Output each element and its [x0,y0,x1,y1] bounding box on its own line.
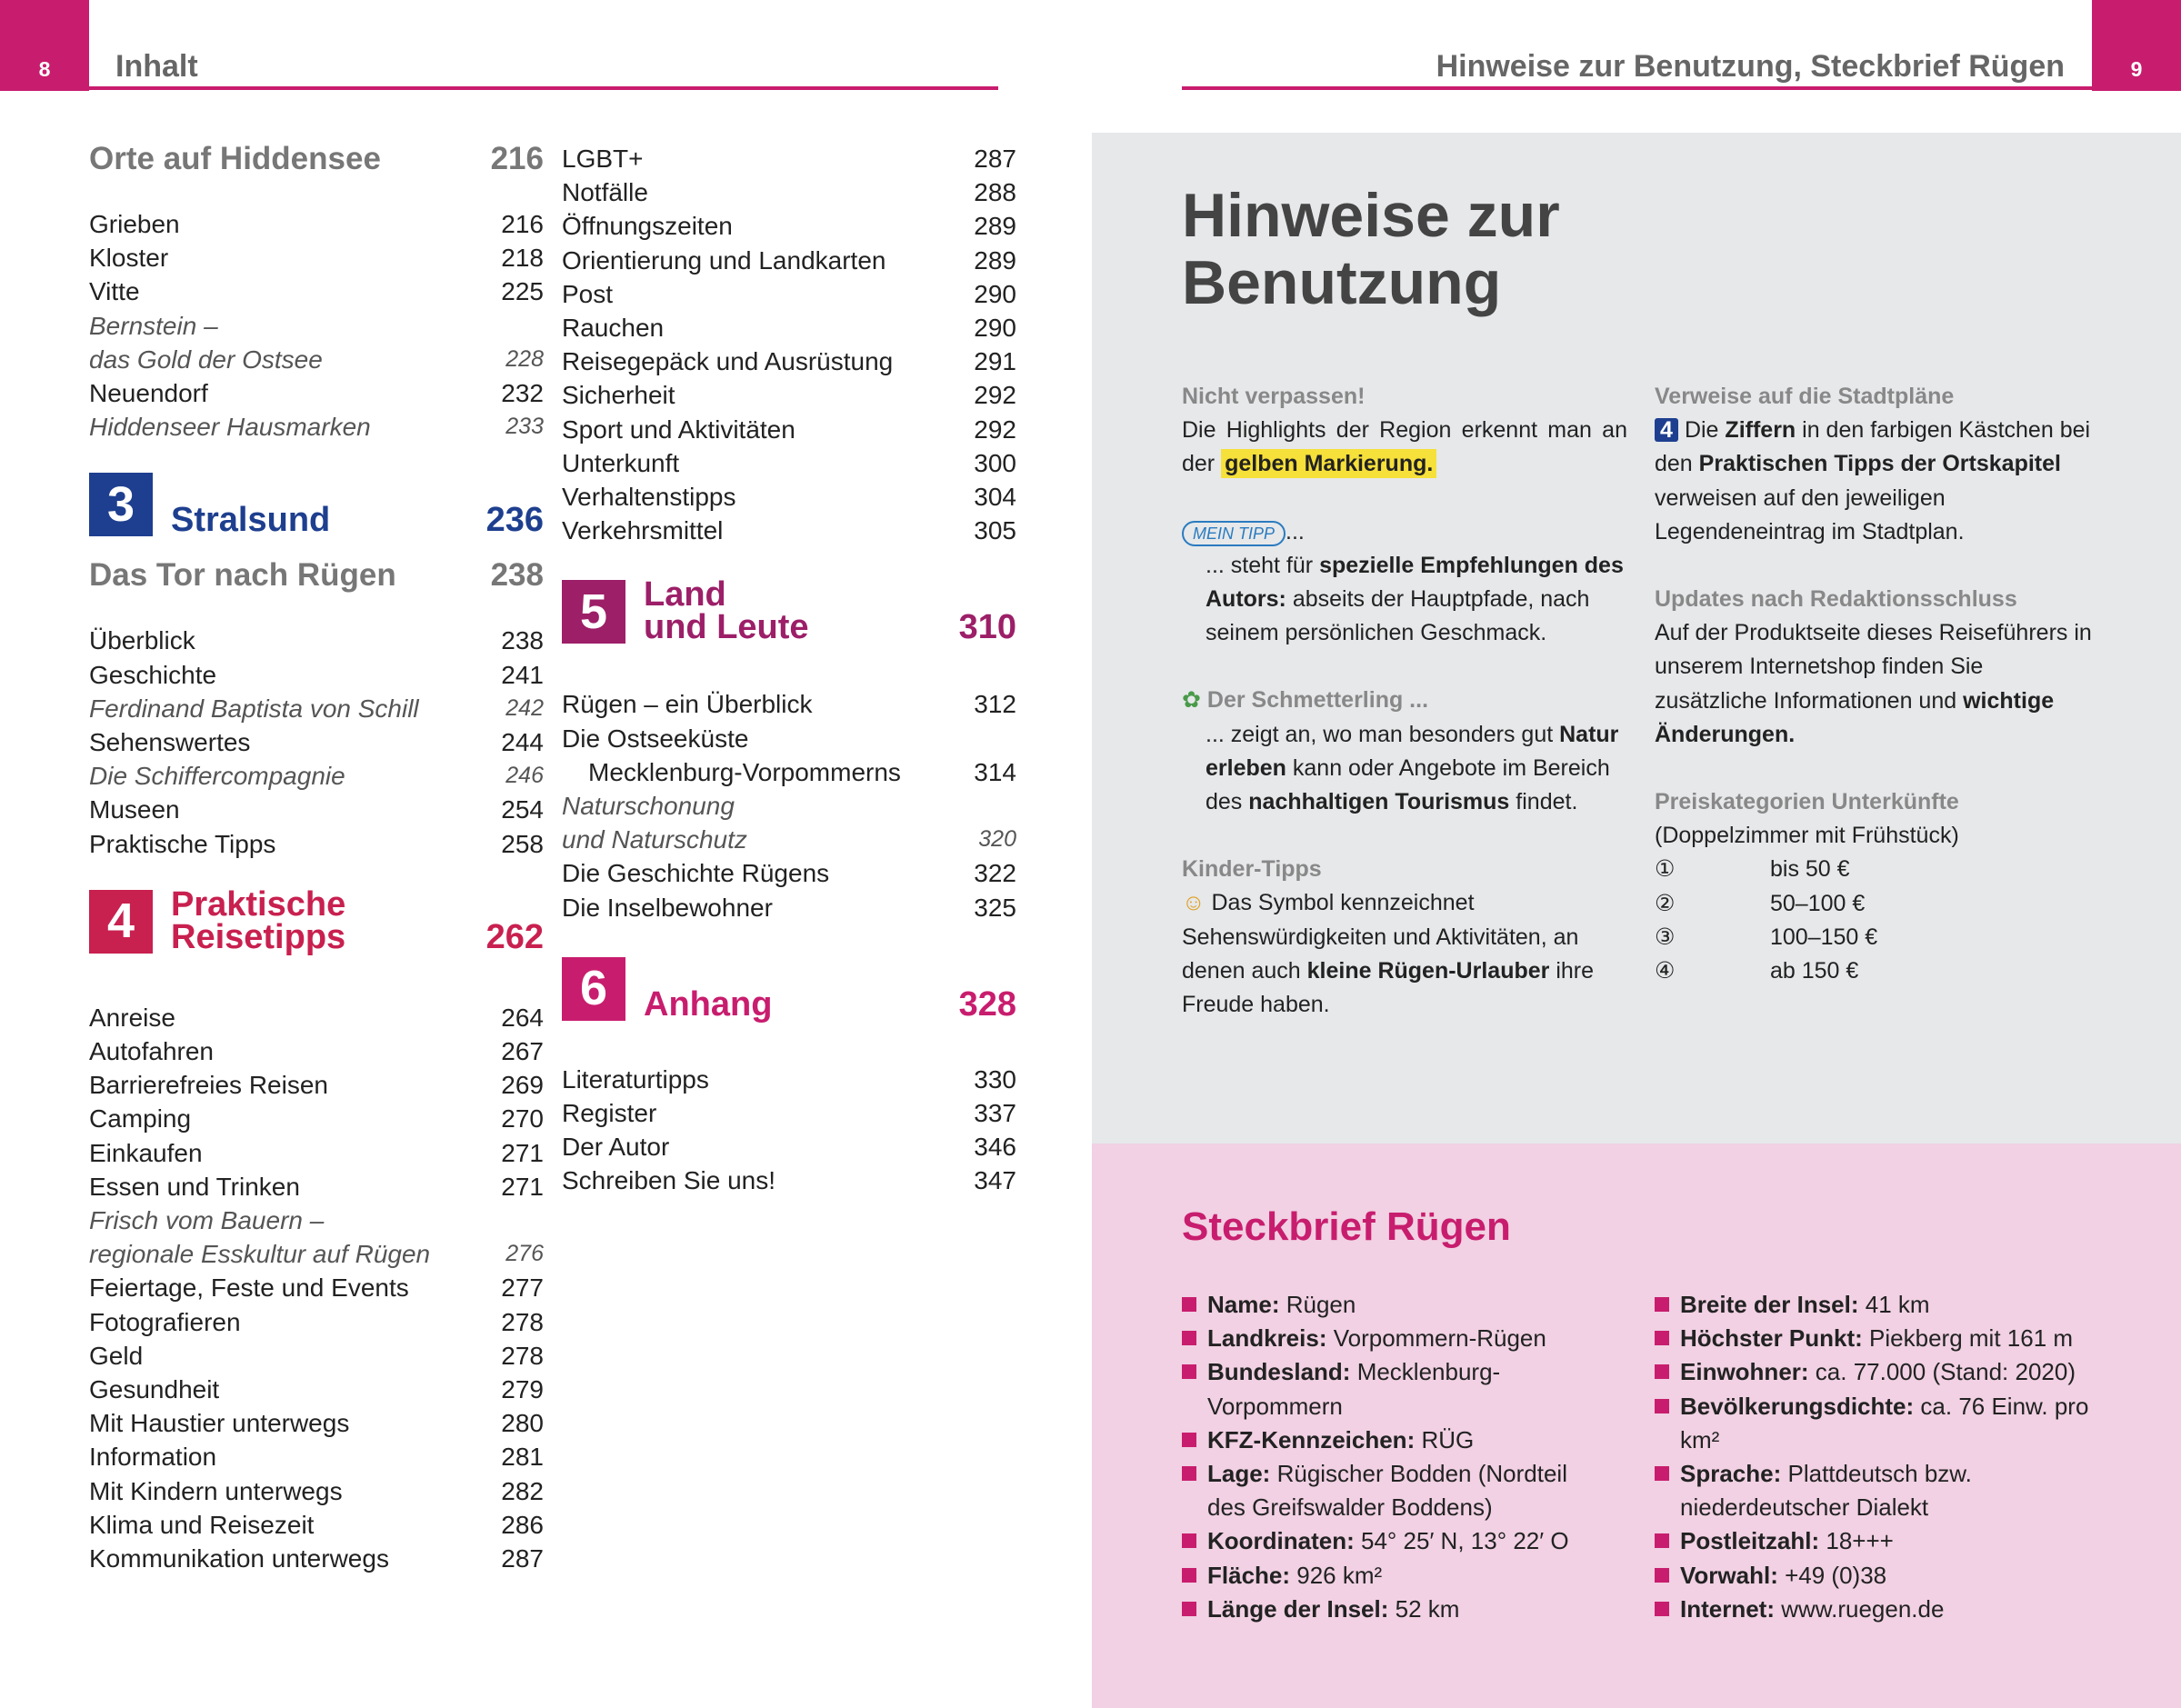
toc-entry[interactable] [89,759,544,793]
toc-entry[interactable] [89,1271,544,1304]
price-range: bis 50 € [1770,856,1850,883]
toc-entry-page: 278 [501,1307,544,1336]
toc-entry[interactable] [562,277,1016,311]
fact-list-right [1655,1288,2091,1626]
toc-entry[interactable] [89,241,544,275]
chapter-number-badge: 5 [562,580,625,644]
fact-key: Postleitzahl: [1680,1527,1820,1555]
toc-entry-page: 218 [501,244,544,273]
toc-entry-page: 322 [974,859,1016,888]
toc-entry[interactable] [89,1237,544,1271]
toc-entry-title: Unterkunft [562,448,680,477]
price-symbol: ④ [1655,958,1676,984]
fact-value: Mecklenburg-Vorpommern [1207,1358,1501,1420]
toc-entry-title: Notfälle [562,178,648,207]
fact-value: Piekberg mit 161 m [1869,1324,2074,1353]
price-symbol: ② [1655,890,1676,916]
fact-value: 41 km [1865,1291,1930,1318]
fact-value: www.ruegen.de [1781,1594,1945,1623]
page-header-left: Inhalt [115,49,198,84]
toc-column-2 [562,142,1016,1198]
toc-entry-page: 233 [505,414,544,440]
chapter-number-badge: 3 [89,473,153,536]
toc-entry-title: Sport und Aktivitäten [562,415,795,444]
toc-entry-title: Gesundheit [89,1375,220,1404]
toc-entry-title: Mit Kindern unterwegs [89,1476,343,1505]
toc-entry-title: und Naturschutz [562,825,747,854]
bullet-icon [1182,1533,1196,1548]
toc-entry[interactable] [89,624,544,657]
price-row [1655,887,2100,921]
toc-entry-page: 346 [974,1133,1016,1162]
fact-value: ca. 76 Einw. pro km² [1680,1392,2089,1453]
fact-key: Internet: [1680,1594,1775,1623]
toc-entry-page: 292 [974,415,1016,444]
toc-entry[interactable] [89,207,544,241]
toc-entry[interactable] [562,345,1016,378]
toc-entry[interactable] [562,209,1016,243]
fact-key: Höchster Punkt: [1680,1324,1863,1353]
toc-entry-page: 238 [501,626,544,655]
chapter-6-heading[interactable] [562,955,1016,1024]
toc-entry-title: Fotografieren [89,1307,241,1336]
toc-entry-page: 264 [501,1003,544,1032]
fact-value: Rügen [1286,1291,1356,1318]
chapter-title: Land und Leute [644,575,809,647]
toc-entry-title: Essen und Trinken [89,1172,300,1201]
fact-key: Landkreis: [1207,1324,1327,1353]
bullet-icon [1655,1331,1669,1345]
toc-entry-title: Die Inselbewohner [562,893,773,922]
toc-entry-title: Rauchen [562,314,665,343]
toc-section-heading: Das Tor nach Rügen 238 [89,557,544,594]
fact-key: Einwohner: [1680,1358,1809,1386]
toc-entry[interactable] [89,410,544,444]
toc-entry-page: 242 [505,694,544,721]
toc-entry[interactable] [89,1542,544,1575]
toc-entry-title: Orientierung und Landkarten [562,245,886,275]
bullet-icon [1182,1297,1196,1312]
chapter-number-badge: 6 [562,957,625,1021]
toc-entry-page: 269 [501,1071,544,1100]
toc-entry-page: 325 [974,893,1016,922]
toc-entry[interactable] [562,823,1016,856]
price-symbol: ③ [1655,924,1676,950]
fact-item [1182,1593,1609,1626]
toc-entry-title: Literaturtipps [562,1064,709,1094]
fact-list-left [1182,1288,1609,1626]
fact-value: 18+++ [1826,1527,1894,1555]
preis-title: Preiskategorien Unterkünfte [1655,789,1959,815]
price-row [1655,921,2100,954]
toc-entry[interactable] [562,311,1016,345]
toc-entry-title: Der Autor [562,1133,670,1162]
toc-entry-title: Verhaltenstipps [562,483,736,512]
fact-item [1182,1288,1609,1322]
toc-entry[interactable] [89,1136,544,1170]
toc-entry[interactable] [562,1096,1016,1130]
fact-item [1182,1524,1609,1558]
toc-entry-title: Rügen – ein Überblick [562,690,813,719]
toc-entry-page: 289 [974,245,1016,275]
toc-entry-page: 270 [501,1104,544,1134]
chapter-title: Stralsund [171,501,331,540]
toc-entry[interactable] [562,755,1016,789]
updates-title: Updates nach Redaktionsschluss [1655,586,2017,613]
fact-value: Rügischer Bodden (Nordteil des Greifswalder Boddens) [1207,1460,1567,1522]
fact-value: 926 km² [1296,1561,1383,1589]
toc-column-1 [89,138,544,1575]
price-symbol: ① [1655,856,1676,883]
chapter-4-heading[interactable] [89,884,544,956]
toc-entry-page: 276 [505,1241,544,1267]
price-list [1655,853,2100,988]
toc-entry-title: Kommunikation unterwegs [89,1544,389,1573]
chapter-number-badge: 4 [89,890,153,954]
toc-entry-page: 292 [974,381,1016,410]
mein-tipp-row: MEIN TIPP ... [1182,515,1627,549]
toc-entry-title: Information [89,1443,217,1472]
toc-entry[interactable] [89,343,544,376]
bullet-icon [1655,1364,1669,1379]
fact-value: ca. 77.000 (Stand: 2020) [1815,1358,2076,1386]
toc-entry[interactable] [562,722,1016,755]
toc-entry-title: Hiddenseer Hausmarken [89,413,371,442]
toc-entry[interactable] [89,1305,544,1339]
toc-entry-title: LGBT+ [562,145,644,173]
fact-item [1655,1593,2091,1626]
notes-column-right [1655,380,2100,988]
toc-entry-title: Vitte [89,277,140,306]
toc-entry-title: Die Geschichte Rügens [562,859,830,888]
toc-entry-title: Frisch vom Bauern – [89,1206,325,1235]
toc-entry-page: 290 [974,314,1016,343]
toc-entry[interactable] [89,725,544,759]
toc-entry[interactable] [562,413,1016,446]
toc-entry-title: Die Schiffercompagnie [89,762,345,791]
fact-value: +49 (0)38 [1785,1561,1887,1589]
chapter-page: 328 [958,984,1016,1024]
toc-entry-page: 286 [501,1510,544,1539]
mein-tipp-icon: MEIN TIPP [1182,521,1286,546]
toc-entry[interactable] [89,1474,544,1508]
toc-entry-page: 254 [501,795,544,824]
fact-item [1655,1322,2091,1355]
toc-entry[interactable] [89,793,544,826]
toc-entry-page: 337 [974,1099,1016,1128]
bullet-icon [1182,1568,1196,1583]
toc-entry[interactable] [89,309,544,343]
toc-entry-page: 288 [974,178,1016,207]
toc-entry-title: Naturschonung [562,792,735,821]
price-range: 50–100 € [1770,890,1866,916]
toc-entry[interactable] [89,1068,544,1102]
toc-entry-title: regionale Esskultur auf Rügen [89,1240,431,1269]
nicht-verpassen-text: Die Highlights der Region erkennt man an der gelben Markierung. [1182,417,1627,477]
bullet-icon [1655,1297,1669,1312]
toc-entry[interactable] [89,1204,544,1237]
nicht-verpassen-title: Nicht verpassen! [1182,384,1366,409]
toc-entry-page: 314 [974,757,1016,786]
toc-entry-title: Klima und Reisezeit [89,1510,315,1539]
toc-list [562,687,1016,924]
toc-list [89,624,544,860]
chapter-title: Praktische Reisetipps [171,884,346,956]
header-rule-left [89,86,998,90]
fact-key: Koordinaten: [1207,1527,1355,1555]
toc-entry[interactable] [562,891,1016,924]
toc-entry-title: Register [562,1099,657,1128]
toc-list [562,1063,1016,1198]
toc-entry[interactable] [562,378,1016,412]
fact-key: Länge der Insel: [1207,1594,1389,1623]
toc-entry-page: 312 [974,690,1016,719]
toc-entry[interactable] [89,1508,544,1542]
toc-entry-page: 258 [501,829,544,858]
fact-key: Bevölkerungsdichte: [1680,1392,1915,1420]
bullet-icon [1655,1533,1669,1548]
toc-entry-title: Bernstein – [89,311,218,340]
fact-item [1182,1423,1609,1457]
fact-item [1655,1524,2091,1558]
fact-item [1655,1559,2091,1593]
fact-key: Fläche: [1207,1561,1291,1589]
toc-entry-page: 232 [501,379,544,408]
fact-item [1655,1355,2091,1389]
toc-entry-page: 279 [501,1375,544,1404]
toc-entry[interactable] [562,446,1016,480]
toc-entry-title: Mecklenburg-Vorpommerns [588,757,901,786]
page-number-right: 9 [2092,0,2181,91]
toc-entry[interactable] [89,1001,544,1034]
header-rule-right [1182,86,2092,90]
toc-entry-title: Geschichte [89,660,217,689]
toc-entry-page: 271 [501,1138,544,1167]
price-range: ab 150 € [1770,958,1859,984]
toc-entry[interactable] [562,142,1016,175]
fact-value: 54° 25′ N, 13° 22′ O [1361,1527,1569,1555]
toc-entry-page: 290 [974,279,1016,308]
toc-entry-title: Sicherheit [562,381,675,410]
fact-value: RÜG [1421,1425,1475,1453]
toc-entry-title: Die Ostseeküste [562,724,749,753]
fact-item [1182,1559,1609,1593]
fact-key: Breite der Insel: [1680,1291,1859,1318]
page-header-right: Hinweise zur Benutzung, Steckbrief Rügen [1436,49,2065,84]
verweise-text: 4 Die Ziffern in den farbigen Kästchen bei den Praktischen Tipps der Ortskapitel verweisen auf den jeweiligen Legendeneintrag im Stadtplan. [1655,417,2091,544]
fact-item [1655,1288,2091,1322]
toc-entry-page: 246 [505,763,544,789]
toc-entry-page: 282 [501,1476,544,1505]
toc-entry[interactable] [89,275,544,308]
fact-key: Name: [1207,1291,1280,1318]
toc-entry-title: Post [562,279,614,308]
bullet-icon [1655,1602,1669,1616]
bullet-icon [1182,1433,1196,1447]
toc-entry[interactable] [562,687,1016,721]
updates-text: Auf der Produktseite dieses Reiseführers in unserem Internetshop finden Sie zusätzliche Informationen und wichtige Änderungen. [1655,620,2092,747]
bullet-icon [1182,1466,1196,1481]
fact-value: Vorpommern-Rügen [1333,1324,1546,1353]
toc-entry-title: Sehenswertes [89,728,251,757]
hinweise-title: Hinweise zur Benutzung [1182,181,1560,317]
chapter-title: Anhang [644,984,773,1024]
toc-entry[interactable] [562,175,1016,209]
toc-entry[interactable] [89,1034,544,1068]
toc-entry-title: Einkaufen [89,1138,203,1167]
toc-entry-page: 225 [501,277,544,306]
toc-entry-page: 271 [501,1172,544,1201]
toc-entry-title: Öffnungszeiten [562,212,733,241]
bullet-icon [1655,1399,1669,1413]
toc-entry[interactable] [89,1440,544,1473]
toc-entry-title: Geld [89,1341,144,1370]
toc-entry-title: Kloster [89,244,169,273]
fact-item [1182,1322,1609,1355]
toc-entry-page: 304 [974,483,1016,512]
chapter-5-heading[interactable] [562,575,1016,647]
toc-entry[interactable] [89,1339,544,1373]
toc-entry-title: Barrierefreies Reisen [89,1071,328,1100]
toc-entry-page: 330 [974,1064,1016,1094]
toc-entry-title: Ferdinand Baptista von Schill [89,694,419,723]
child-icon: ☺ [1182,890,1206,916]
bullet-icon [1655,1568,1669,1583]
toc-entry-title: Neuendorf [89,379,208,408]
price-range: 100–150 € [1770,924,1878,950]
kinder-tipps-title: Kinder-Tipps [1182,856,1322,883]
toc-entry[interactable] [89,827,544,861]
toc-entry[interactable] [89,1102,544,1135]
toc-list [89,1001,544,1575]
chapter-page: 236 [485,501,544,540]
schmetterling-text: ... zeigt an, wo man besonders gut Natur erleben kann oder Angebote im Bereich des nachhaltigen Tourismus findet. [1206,721,1619,815]
bullet-icon [1182,1602,1196,1616]
toc-entry-page: 287 [501,1544,544,1573]
fact-key: KFZ-Kennzeichen: [1207,1425,1416,1453]
page-number-left: 8 [0,0,89,91]
bullet-icon [1182,1331,1196,1345]
toc-entry-page: 216 [501,210,544,238]
butterfly-icon: ✿ [1182,687,1201,714]
schmetterling-title: ✿ Der Schmetterling ... [1182,687,1429,714]
toc-entry-page: 241 [501,660,544,689]
toc-entry[interactable] [562,1164,1016,1197]
toc-entry-page: 289 [974,212,1016,241]
toc-entry-title: Feiertage, Feste und Events [89,1274,409,1303]
toc-entry-title: Museen [89,795,180,824]
toc-entry-page: 228 [505,345,544,372]
verweise-title: Verweise auf die Stadtpläne [1655,384,1955,409]
toc-entry[interactable] [89,1406,544,1440]
toc-entry-title: Reisegepäck und Ausrüstung [562,347,894,376]
toc-entry-title: Verkehrsmittel [562,516,724,545]
map-number-badge: 4 [1655,418,1678,442]
fact-key: Sprache: [1680,1460,1782,1488]
toc-entry-page: 300 [974,448,1016,477]
fact-item [1655,1457,2091,1524]
toc-list [89,207,544,444]
toc-entry[interactable] [562,789,1016,823]
toc-entry[interactable] [562,480,1016,514]
toc-entry-page: 305 [974,516,1016,545]
toc-entry[interactable] [89,1170,544,1204]
fact-key: Lage: [1207,1460,1271,1488]
toc-entry[interactable] [562,244,1016,277]
toc-entry[interactable] [562,1063,1016,1096]
toc-entry-page: 280 [501,1409,544,1438]
toc-entry-title: Camping [89,1104,192,1134]
toc-entry-title: Schreiben Sie uns! [562,1166,776,1195]
toc-entry-title: Überblick [89,626,195,655]
fact-item [1655,1390,2091,1457]
toc-entry-page: 277 [501,1274,544,1303]
fact-item [1182,1457,1609,1524]
toc-entry[interactable] [89,1373,544,1406]
toc-entry-title: Autofahren [89,1037,214,1066]
toc-entry-page: 281 [501,1443,544,1472]
notes-column-left [1182,380,1627,1022]
fact-value: Plattdeutsch bzw. niederdeutscher Dialekt [1680,1460,1972,1522]
toc-entry-page: 287 [974,145,1016,173]
steckbrief-title: Steckbrief Rügen [1182,1204,1511,1249]
toc-entry-title: Mit Haustier unterwegs [89,1409,350,1438]
fact-key: Vorwahl: [1680,1561,1778,1589]
chapter-page: 262 [485,917,544,956]
toc-entry-title: das Gold der Ostsee [89,345,323,374]
toc-entry[interactable] [562,514,1016,547]
mein-tipp-text: ... steht für spezielle Empfehlungen des Autors: abseits der Hauptpfade, nach seinem persönlichen Geschmack. [1206,552,1624,646]
toc-entry-title: Anreise [89,1003,175,1032]
chapter-page: 310 [958,608,1016,647]
toc-entry-page: 278 [501,1341,544,1370]
toc-entry-page: 347 [974,1166,1016,1195]
toc-entry-page: 320 [978,826,1016,853]
toc-entry[interactable] [562,856,1016,890]
toc-entry-page: 291 [974,347,1016,376]
fact-key: Bundesland: [1207,1358,1351,1386]
toc-entry[interactable] [562,1130,1016,1164]
toc-entry[interactable] [89,658,544,692]
toc-entry[interactable] [89,376,544,410]
toc-entry-title: Grieben [89,210,180,238]
toc-entry[interactable] [89,692,544,725]
bullet-icon [1655,1466,1669,1481]
toc-list [562,142,1016,547]
kinder-tipps-text: ☺ Das Symbol kennzeichnet Sehenswürdigkeiten und Aktivitäten, an denen auch kleine Rügen-Urlauber ihre Freude haben. [1182,890,1595,1018]
chapter-3-heading[interactable] [89,471,544,540]
price-row [1655,954,2100,988]
toc-entry-page: 267 [501,1037,544,1066]
fact-item [1182,1355,1609,1423]
toc-entry-page: 244 [501,728,544,757]
preis-subtitle: (Doppelzimmer mit Frühstück) [1655,823,1959,849]
toc-entry-title: Praktische Tipps [89,829,276,858]
fact-value: 52 km [1395,1594,1460,1623]
price-row [1655,853,2100,886]
toc-section-heading: Orte auf Hiddensee 216 [89,141,544,176]
bullet-icon [1182,1364,1196,1379]
